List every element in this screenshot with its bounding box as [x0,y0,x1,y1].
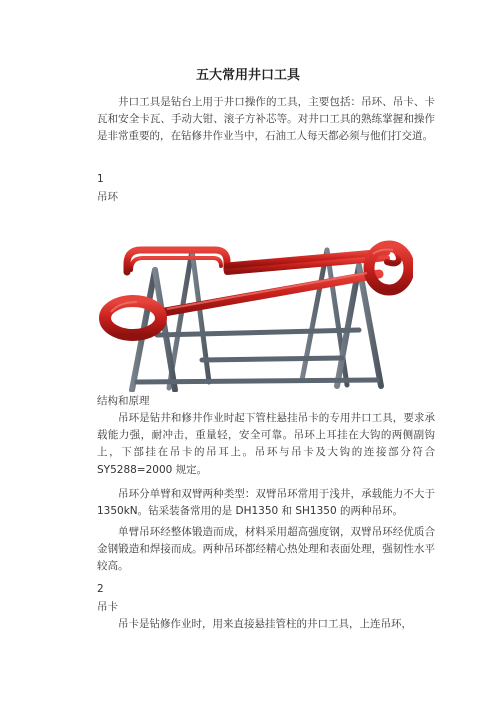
page-title: 五大常用井口工具 [195,68,300,83]
section-1-paragraph-1: 吊环是钻井和修井作业时起下管柱悬挂吊卡的专用井口工具，要求承载能力强，耐冲击，重量轻，安全可靠。吊环上耳挂在大钩的两侧副钩上，下部挂在吊卡的吊耳上。吊环与吊卡及大钩的连接部分符合 SY5288=2000 规定。 [97,412,435,476]
section-1-subheading: 结构和原理 [97,395,150,407]
intro-paragraph: 井口工具是钻台上用于井口操作的工具，主要包括：吊环、吊卡、卡瓦和安全卡瓦、手动大钳、滚子方补芯等。对井口工具的熟练掌握和操作是非常重要的，在钻修井作业当中，石油工人每天都必须与他们打交道。 [97,96,435,143]
section-2-number: 2 [97,583,104,595]
section-1-heading: 吊环 [97,191,118,203]
section-1-paragraph-3: 单臂吊环经整体锻造而成，材料采用超高强度钢，双臂吊环经优质合金钢锻造和焊接而成。两种吊环都经精心热处理和表面处理，强韧性水平较高。 [97,526,435,573]
section-2-paragraph-1: 吊卡是钻修作业时，用来直接悬挂管柱的井口工具，上连吊环， [118,618,412,630]
section-1-paragraph-2: 吊环分单臂和双臂两种类型：双臂吊环常用于浅井，承载能力不大于 1350kN。钻采装备常用的是 DH1350 和 SH1350 的两种吊环。 [97,488,435,518]
section-1-number: 1 [97,173,104,185]
section-2-heading: 吊卡 [97,601,118,613]
elevator-link-photo-icon [97,210,413,392]
